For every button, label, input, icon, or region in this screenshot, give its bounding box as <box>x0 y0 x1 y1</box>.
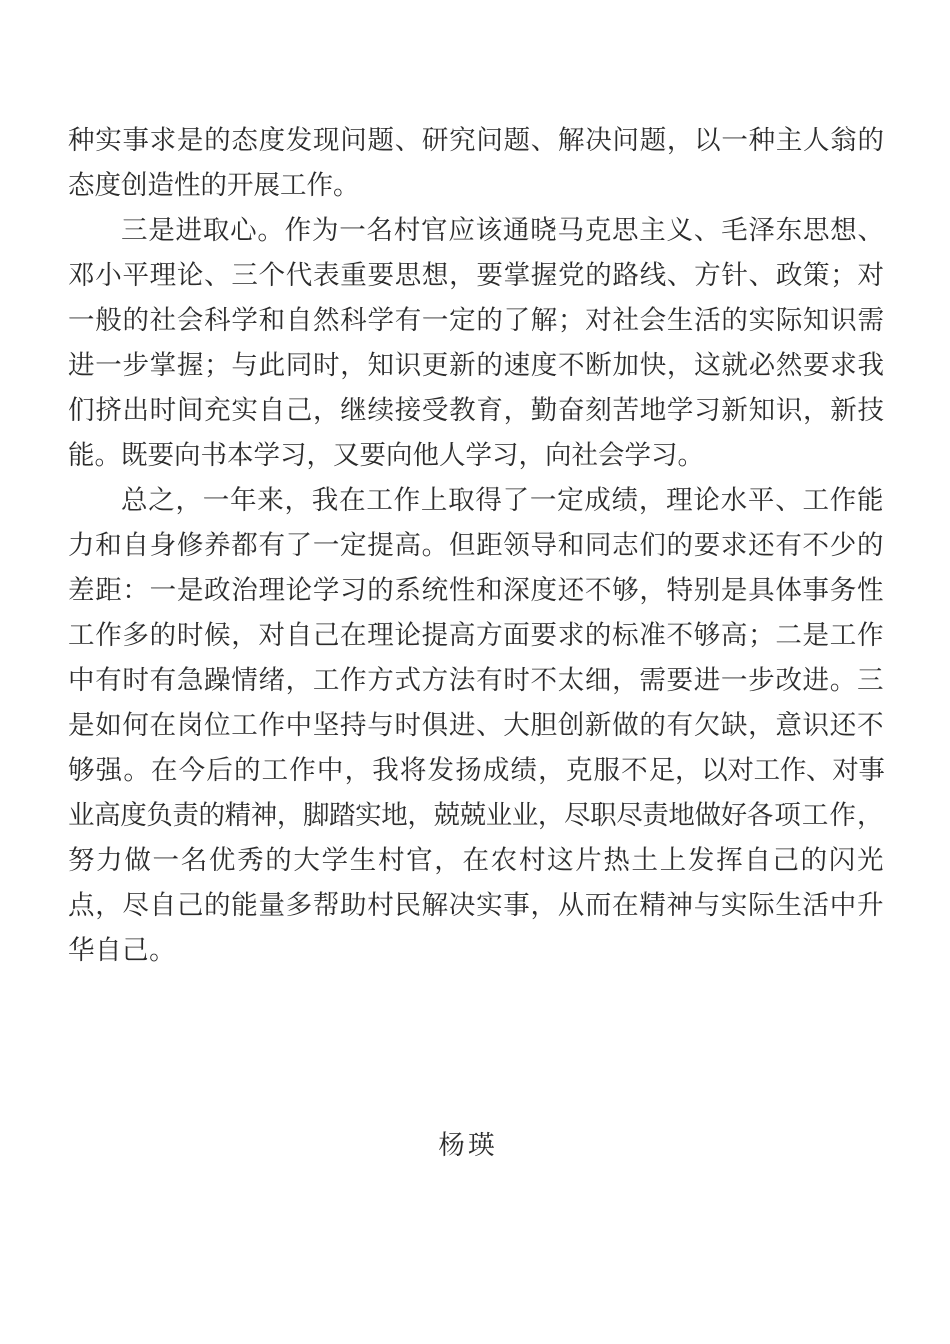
paragraph-conclusion-part-c: 各项工作，努力做一名优秀的大学生村官，在农村这片热土上发挥自己的闪光点，尽自己的能量多帮助村民解决实事，从而在精神与实际生活中升华自己。 <box>68 800 884 966</box>
signature-block <box>68 1126 884 1166</box>
paragraph-conclusion-part-b: 足，以对工作、对事业高度负责的精神，脚踏实地，兢兢业业，尽职尽责地做好 <box>68 755 884 831</box>
paragraph-conclusion-part-a: 总之，一年来，我在工作上取得了一定成绩，理论水平、工作能力和自身修养都有了一定提高。但距领导和同志们的要求还有不少的差距：一是政治理论学习的系统性和深度还不够，特别是具体事务性工作多的时候，对自己在理论提高方面要求的标准不够高；二是工作中有时有急躁情绪，工作方式方法有时不太细，需要进一步改进。三是如何在岗位工作中坚持与时俱进、大胆创新做的有欠缺，意识还不够强。在今后的工作中，我将发扬成绩，克服不 <box>68 485 884 786</box>
paragraph-third-point-enterprising-spirit: 三是进取心。作为一名村官应该通晓马克思主义、毛泽东思想、邓小平理论、三个代表重要思想，要掌握党的路线、方针、政策；对一般的社会科学和自然科学有一定的了解；对社会生活的实际知识需进一步掌握；与此同时，知识更新的速度不断加快，这就必然要求我们挤出时间充实自己，继续接受教育，勤奋刻苦地学习新知识，新技能。既要向书本学习，又要向他人学习，向社会学习。 <box>68 215 884 471</box>
document-text-body <box>68 118 884 973</box>
author-signature: 杨瑛 <box>438 1130 498 1161</box>
paragraph-conclusion <box>68 478 884 973</box>
paragraph-continuation: 种实事求是的态度发现问题、研究问题、解决问题，以一种主人翁的态度创造性的开展工作。 <box>68 125 884 201</box>
